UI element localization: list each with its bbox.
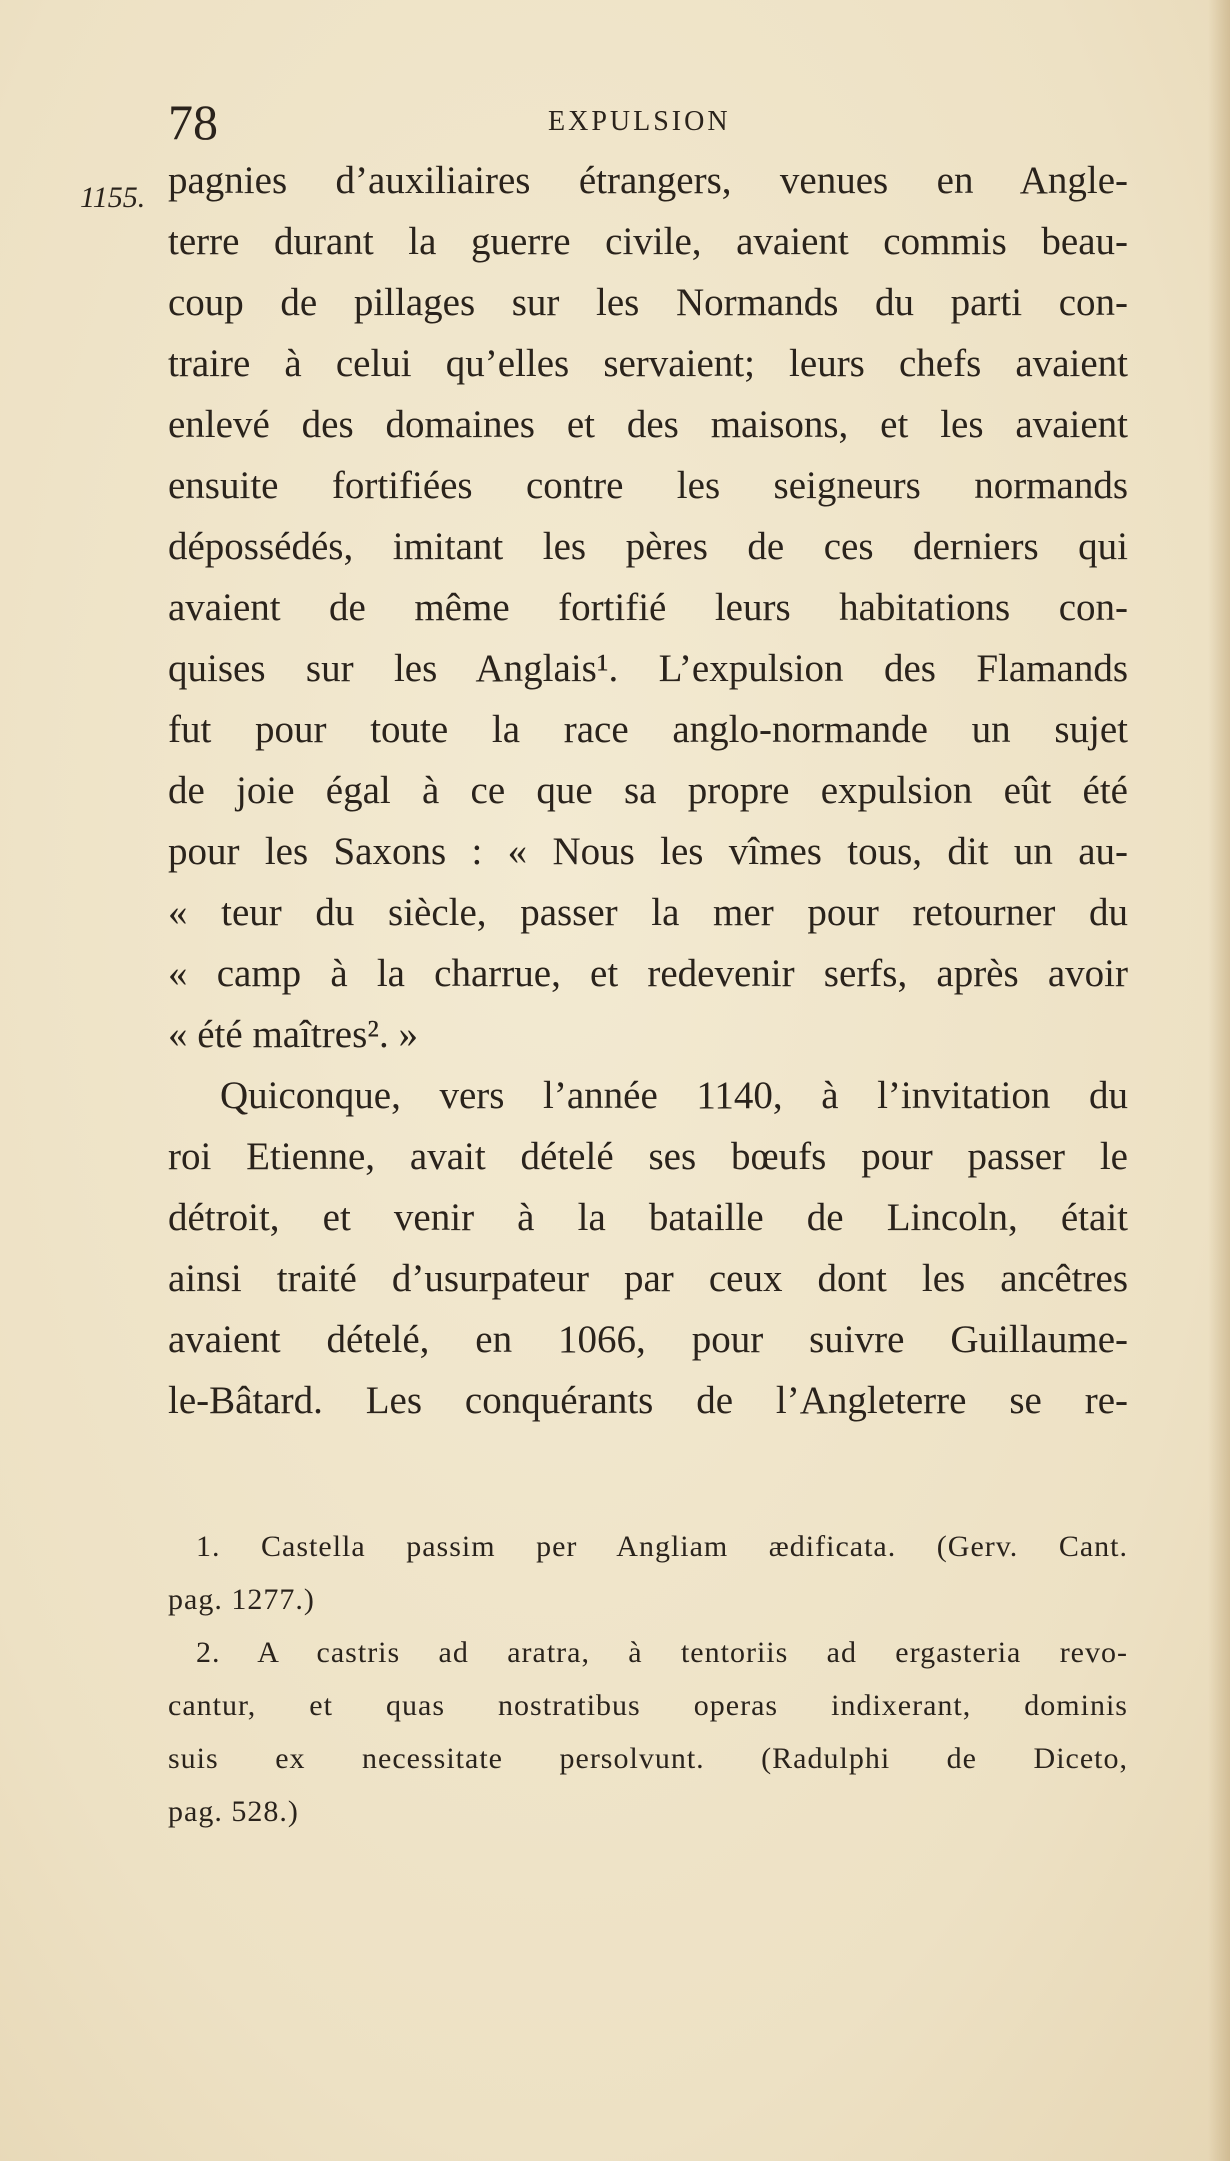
text-line: dépossédés, imitant les pères de ces derniers qui bbox=[168, 525, 1128, 568]
text-line: le-Bâtard. Les conquérants de l’Angleterre se re- bbox=[168, 1379, 1128, 1422]
footnotes bbox=[168, 1520, 1128, 1838]
text-line: ainsi traité d’usurpateur par ceux dont les ancêtres bbox=[168, 1257, 1128, 1300]
text-line: « teur du siècle, passer la mer pour retourner du bbox=[168, 891, 1128, 934]
paragraph-start-line: Quiconque, vers l’année 1140, à l’invitation du bbox=[220, 1074, 1128, 1117]
text-line: « camp à la charrue, et redevenir serfs, après avoir bbox=[168, 952, 1128, 995]
footnote-2-line: cantur, et quas nostratibus operas indixerant, dominis bbox=[168, 1689, 1128, 1722]
page-edge-shadow bbox=[1208, 0, 1230, 2161]
text-line: détroit, et venir à la bataille de Lincoln, était bbox=[168, 1196, 1128, 1239]
text-line: avaient dételé, en 1066, pour suivre Guillaume- bbox=[168, 1318, 1128, 1361]
text-line: fut pour toute la race anglo-normande un sujet bbox=[168, 708, 1128, 751]
text-line: roi Etienne, avait dételé ses bœufs pour passer le bbox=[168, 1135, 1128, 1178]
footnote-2-line: pag. 528.) bbox=[168, 1795, 299, 1828]
page-number: 78 bbox=[168, 94, 218, 150]
text-line: de joie égal à ce que sa propre expulsion eût été bbox=[168, 769, 1128, 812]
text-line: pagnies d’auxiliaires étrangers, venues en Angle- bbox=[168, 159, 1128, 202]
footnote-1-line: 1. Castella passim per Angliam ædificata. (Gerv. Cant. bbox=[196, 1530, 1128, 1563]
text-line: coup de pillages sur les Normands du parti con- bbox=[168, 281, 1128, 324]
footnote-2-line: 2. A castris ad aratra, à tentoriis ad ergasteria revo- bbox=[196, 1636, 1128, 1669]
text-line: enlevé des domaines et des maisons, et les avaient bbox=[168, 403, 1128, 446]
text-line: « été maîtres². » bbox=[168, 1013, 418, 1056]
text-line: terre durant la guerre civile, avaient commis beau- bbox=[168, 220, 1128, 263]
page-header bbox=[0, 92, 1230, 152]
body-text bbox=[168, 150, 1128, 1431]
text-line: pour les Saxons : « Nous les vîmes tous, dit un au- bbox=[168, 830, 1128, 873]
text-line: traire à celui qu’elles servaient; leurs chefs avaient bbox=[168, 342, 1128, 385]
running-head: EXPULSION bbox=[548, 106, 731, 137]
text-line: avaient de même fortifié leurs habitations con- bbox=[168, 586, 1128, 629]
footnote-2-line: suis ex necessitate persolvunt. (Radulphi de Diceto, bbox=[168, 1742, 1128, 1775]
text-line: quises sur les Anglais¹. L’expulsion des Flamands bbox=[168, 647, 1128, 690]
text-line: ensuite fortifiées contre les seigneurs normands bbox=[168, 464, 1128, 507]
footnote-1-line: pag. 1277.) bbox=[168, 1583, 315, 1616]
margin-year: 1155. bbox=[80, 181, 146, 214]
